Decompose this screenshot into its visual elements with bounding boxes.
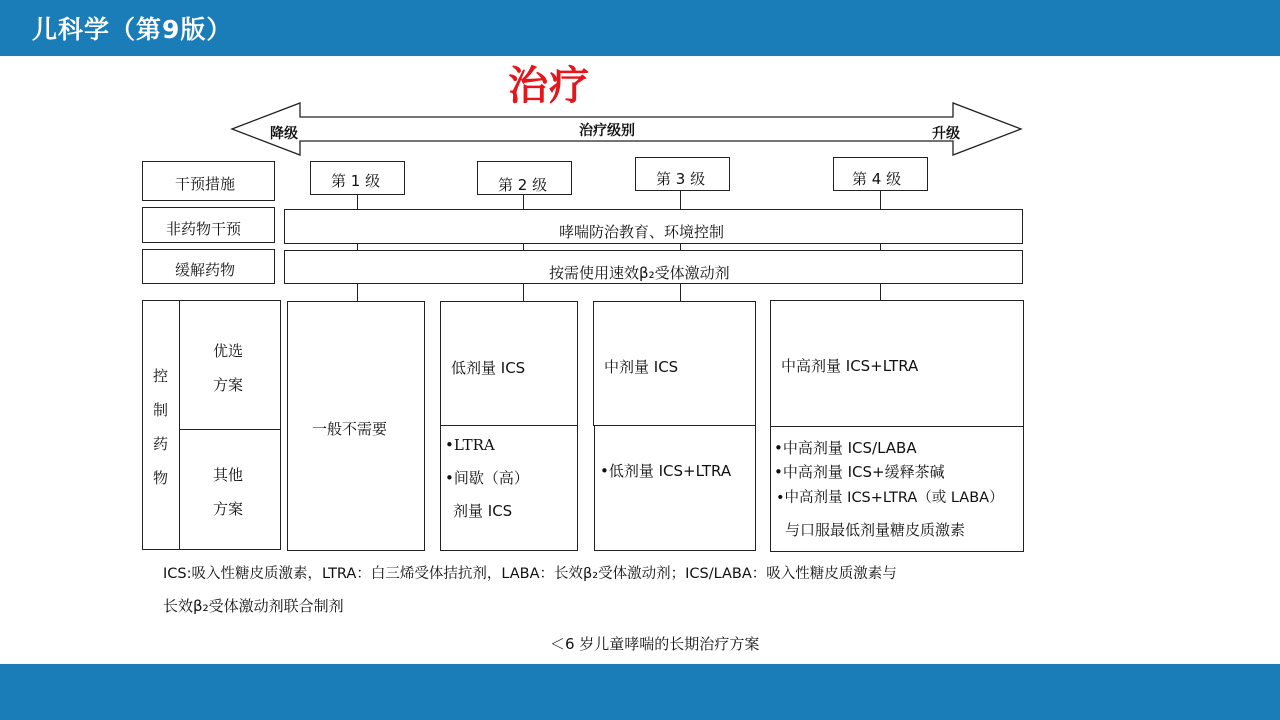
non-drug-bar: [284, 209, 1023, 244]
intervention-label: 干预措施: [175, 175, 236, 193]
level-3-box: [635, 157, 730, 191]
level-2-other-line-2: •间歇（高）: [445, 469, 529, 487]
level-1-label: 第 1 级: [331, 172, 381, 190]
relief-label: 缓解药物: [175, 261, 236, 279]
preferred-label-line-1: 优选: [213, 342, 244, 360]
slide-title: 治疗: [508, 63, 590, 109]
footnote-line-2: 长效β₂受体激动剂联合制剂: [163, 597, 344, 615]
level-3-label: 第 3 级: [656, 170, 706, 188]
level-2-other-line-3: 剂量 ICS: [453, 502, 513, 520]
connector-line: [523, 283, 524, 301]
level-4-other-line-3: •中高剂量 ICS+LTRA（或 LABA）: [776, 490, 1004, 506]
level-3-preferred-box: [593, 301, 756, 426]
connector-line: [523, 195, 524, 209]
non-drug-label-box: [142, 207, 275, 243]
level-2-other-box: [440, 425, 578, 551]
level-4-other-line-1: •中高剂量 ICS/LABA: [774, 439, 917, 457]
level-4-preferred-box: [770, 300, 1024, 427]
level-4-preferred-text: 中高剂量 ICS+LTRA: [781, 357, 919, 375]
control-drug-label-box: [142, 300, 180, 550]
level-4-label: 第 4 级: [852, 170, 902, 188]
control-char: 制: [153, 401, 169, 419]
connector-line: [680, 283, 681, 301]
preferred-label-line-2: 方案: [213, 376, 244, 394]
level-2-box: [477, 161, 572, 195]
level-4-other-line-4: 与口服最低剂量糖皮质激素: [785, 521, 966, 539]
relief-text: 按需使用速效β₂受体激动剂: [549, 264, 730, 282]
other-label-line-2: 方案: [213, 500, 244, 518]
relief-bar: [284, 250, 1023, 284]
level-3-other-box: [594, 425, 756, 551]
preferred-plan-label-box: [179, 300, 281, 430]
level-1-plan-box: [287, 301, 425, 551]
other-plan-label-box: [179, 429, 281, 550]
treatment-level-label: 治疗级别: [579, 123, 635, 139]
connector-line: [880, 283, 881, 301]
non-drug-text: 哮喘防治教育、环境控制: [559, 223, 725, 241]
relief-label-box: [142, 249, 275, 284]
level-2-preferred-box: [440, 301, 578, 426]
intervention-header-box: [142, 161, 275, 201]
level-3-other-line-1: •低剂量 ICS+LTRA: [600, 462, 732, 480]
level-2-other-line-1: •LTRA: [445, 436, 495, 454]
level-2-preferred-text: 低剂量 ICS: [451, 359, 526, 377]
step-up-label: 升级: [932, 126, 960, 142]
connector-line: [357, 195, 358, 209]
level-1-box: [310, 161, 405, 195]
level-3-preferred-text: 中剂量 ICS: [604, 358, 679, 376]
level-1-plan-text: 一般不需要: [312, 420, 388, 438]
connector-line: [880, 191, 881, 209]
control-char: 控: [153, 367, 169, 385]
control-char: 物: [153, 469, 169, 487]
level-4-other-line-2: •中高剂量 ICS+缓释茶碱: [774, 463, 945, 481]
connector-line: [357, 283, 358, 301]
control-char: 药: [153, 435, 169, 453]
footnote-line-1: ICS:吸入性糖皮质激素，LTRA：白三烯受体拮抗剂，LABA：长效β₂受体激动剂；ICS/LABA：吸入性糖皮质激素与: [163, 566, 897, 582]
level-4-box: [833, 157, 928, 191]
figure-caption: ＜6 岁儿童哮喘的长期治疗方案: [550, 635, 760, 653]
book-title: 儿科学（第9版）: [32, 15, 233, 44]
step-down-label: 降级: [270, 126, 298, 142]
non-drug-label: 非药物干预: [166, 220, 242, 238]
level-2-label: 第 2 级: [498, 176, 548, 194]
other-label-line-1: 其他: [213, 466, 244, 484]
level-4-other-box: [770, 426, 1024, 552]
connector-line: [680, 191, 681, 209]
